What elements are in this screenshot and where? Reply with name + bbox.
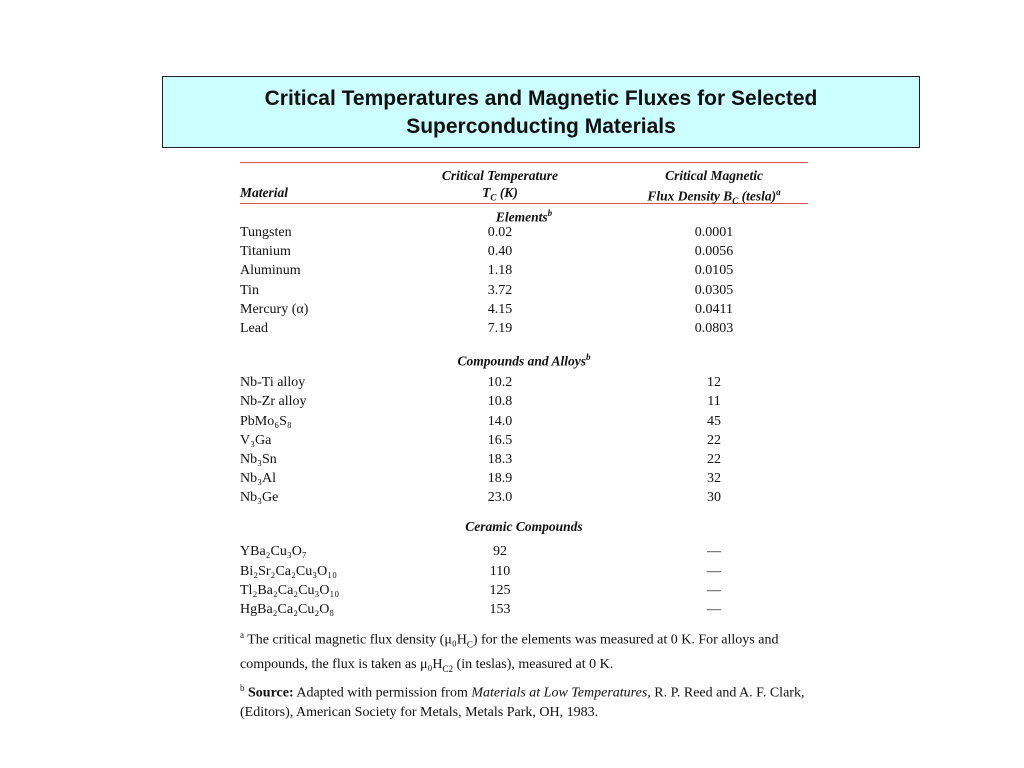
table-row [240, 242, 808, 261]
cell-bc: — [707, 582, 721, 598]
cell-tc: 110 [489, 563, 511, 579]
cell-material: Bi₂Sr₂Ca₂Cu₃O₁₀ [240, 563, 337, 579]
cell-bc: 32 [707, 471, 721, 487]
cell-tc: 14.0 [487, 413, 513, 429]
footnote-a: $^a$ The critical magnetic flux density $(\mu_0H_C)$ for the elements was measured at 0 K. For alloys and compounds, the flux is taken as $\mu_0H_{C2}$ (in teslas), measured at 0 K. [240, 630, 779, 674]
header-tc-line1: Critical Temperature [441, 168, 559, 183]
table-row [240, 412, 808, 431]
header-critical-flux [620, 167, 808, 210]
cell-material: Mercury (α) [240, 301, 309, 317]
cell-tc: 4.15 [487, 301, 513, 317]
cell-bc: 0.0305 [694, 282, 734, 298]
superconductor-table [240, 162, 808, 619]
table-row [240, 373, 808, 392]
table-row [240, 469, 808, 488]
table-row [240, 281, 808, 300]
cell-material: V₃Ga [240, 432, 272, 448]
cell-tc: 3.72 [487, 282, 513, 298]
table-row [240, 431, 808, 450]
cell-material: Tin [240, 282, 259, 298]
cell-material: Lead [240, 320, 268, 336]
cell-tc: 18.9 [487, 471, 513, 487]
cell-bc: 22 [707, 451, 721, 467]
header-bc-line2: Flux Density $B_C$ (tesla)$^a$ [647, 187, 781, 207]
cell-material: Nb₃Al [240, 471, 276, 487]
table-row [240, 562, 808, 581]
cell-tc: 7.19 [487, 320, 513, 336]
section-header: Ceramic Compounds [465, 519, 583, 535]
cell-material: Nb₃Ge [240, 490, 279, 506]
cell-material: Nb-Zr alloy [240, 394, 307, 410]
cell-tc: 92 [493, 544, 507, 560]
table-header [240, 163, 808, 207]
table-row [240, 600, 808, 619]
cell-bc: — [707, 563, 721, 579]
slide-title-box [162, 76, 920, 148]
cell-material: Aluminum [240, 263, 301, 279]
section-header: Elements$^b$ [495, 208, 553, 225]
cell-material: YBa₂Cu₃O₇ [240, 544, 307, 560]
cell-tc: 18.3 [487, 451, 513, 467]
cell-bc: 45 [707, 413, 721, 429]
cell-tc: 16.5 [487, 432, 513, 448]
cell-material: Tungsten [240, 225, 292, 240]
header-bc-line1: Critical Magnetic [665, 168, 763, 183]
cell-tc: 153 [489, 602, 511, 617]
cell-bc: 0.0803 [694, 320, 734, 336]
cell-tc: 10.2 [487, 375, 513, 391]
cell-bc: 11 [707, 394, 721, 410]
header-material: Material [240, 185, 289, 200]
table-row [240, 223, 808, 242]
header-critical-temperature [390, 167, 610, 207]
cell-material: Nb-Ti alloy [240, 375, 306, 391]
cell-bc: 0.0105 [694, 263, 734, 279]
table-body [240, 204, 808, 619]
cell-bc: 0.0411 [695, 301, 733, 317]
cell-tc: 1.18 [487, 263, 513, 279]
table-row [240, 542, 808, 561]
header-tc-line2: $T_C$ (K) [482, 185, 518, 203]
table-row [240, 300, 808, 319]
cell-tc: 0.40 [487, 244, 513, 260]
cell-material: Nb₃Sn [240, 451, 277, 467]
slide-title-line2: Superconducting Materials [406, 115, 676, 138]
cell-bc: — [707, 544, 721, 560]
cell-tc: 0.02 [487, 225, 513, 240]
cell-material: Tl₂Ba₂Ca₂Cu₃O₁₀ [240, 582, 340, 598]
cell-bc: — [707, 602, 721, 617]
slide-title-line1: Critical Temperatures and Magnetic Fluxes for Selected [264, 87, 818, 110]
footnote-b: $^b$ Source: Adapted with permission from Materials at Low Temperatures, R. P. Reed and A. F. Clark, (Editors), American Society for Metals, Metals Park, OH, 1983. [240, 683, 805, 721]
table-row [240, 488, 808, 507]
cell-tc: 23.0 [487, 490, 513, 506]
cell-tc: 10.8 [487, 394, 513, 410]
cell-bc: 0.0056 [694, 244, 734, 260]
table-row [240, 392, 808, 411]
section-header: Compounds and Alloys$^b$ [457, 352, 591, 369]
table-footnotes [240, 626, 812, 723]
table-row [240, 261, 808, 280]
table-row [240, 581, 808, 600]
cell-bc: 0.0001 [694, 225, 734, 240]
table-row [240, 450, 808, 469]
cell-material: HgBa₂Ca₂Cu₂O₈ [240, 602, 335, 617]
cell-bc: 12 [707, 375, 721, 391]
cell-tc: 125 [489, 582, 511, 598]
cell-material: PbMo₆S₈ [240, 413, 292, 429]
cell-bc: 22 [707, 432, 721, 448]
cell-material: Titanium [240, 244, 291, 260]
table-row [240, 319, 808, 338]
cell-bc: 30 [707, 490, 721, 506]
